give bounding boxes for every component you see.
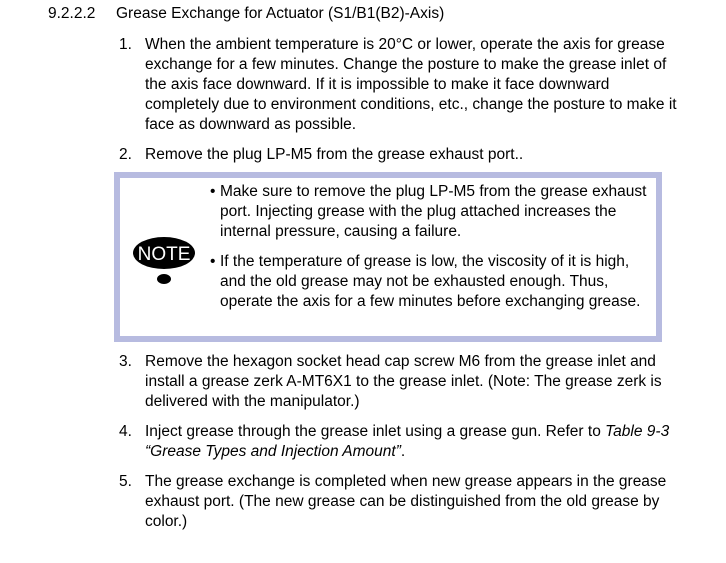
- step-number: 2.: [119, 146, 132, 163]
- step-text: Remove the hexagon socket head cap screw M6 from the grease inlet and install a grease zerk A-MT6X1 to the grease inlet. (Note: The grease zerk is delivered with the manipulator.): [145, 353, 662, 410]
- step-number: 4.: [119, 423, 132, 440]
- step-text: Inject grease through the grease inlet using a grease gun. Refer to Table 9-3 “Grease Types and Injection Amount”.: [145, 423, 670, 460]
- note-icon: [132, 236, 196, 288]
- step-2: [119, 145, 679, 165]
- step-5: [119, 472, 679, 532]
- step-text: The grease exchange is completed when new grease appears in the grease exhaust port. (The new grease can be distinguished from the old grease by color.): [145, 473, 667, 530]
- table-reference: Table 9-3 “Grease Types and Injection Amount”: [145, 423, 670, 460]
- step-text: When the ambient temperature is 20°C or lower, operate the axis for grease exchange for a few minutes. Change the posture to make the grease inlet of the axis face downward. If it is impossible to make it face downward completely due to environment conditions, etc., change the posture to make it face as downward as possible.: [145, 36, 677, 133]
- bullet-text: If the temperature of grease is low, the viscosity of it is high, and the old grease may not be exhausted enough. Thus, operate the axis for a few minutes before exchanging grease.: [220, 253, 641, 310]
- note-label: NOTE: [137, 244, 191, 265]
- step-number: 3.: [119, 353, 132, 370]
- step-number: 5.: [119, 473, 132, 490]
- section-title: Grease Exchange for Actuator (S1/B1(B2)-Axis): [116, 5, 445, 22]
- note-box: [114, 172, 662, 342]
- bullet-text: Make sure to remove the plug LP-M5 from the grease exhaust port. Injecting grease with the plug attached increases the internal pressure, causing a failure.: [220, 183, 647, 240]
- step-number: 1.: [119, 36, 132, 53]
- bullet-dot: •: [210, 253, 216, 270]
- step-1: [119, 35, 679, 135]
- step-3: [119, 352, 679, 412]
- step-text: Remove the plug LP-M5 from the grease exhaust port..: [145, 146, 524, 163]
- note-bullet-2: [210, 252, 650, 312]
- section-heading: [48, 5, 444, 23]
- section-number: 9.2.2.2: [48, 5, 96, 22]
- bullet-dot: •: [210, 183, 216, 200]
- note-bullet-1: [210, 182, 650, 242]
- step-4: [119, 422, 679, 462]
